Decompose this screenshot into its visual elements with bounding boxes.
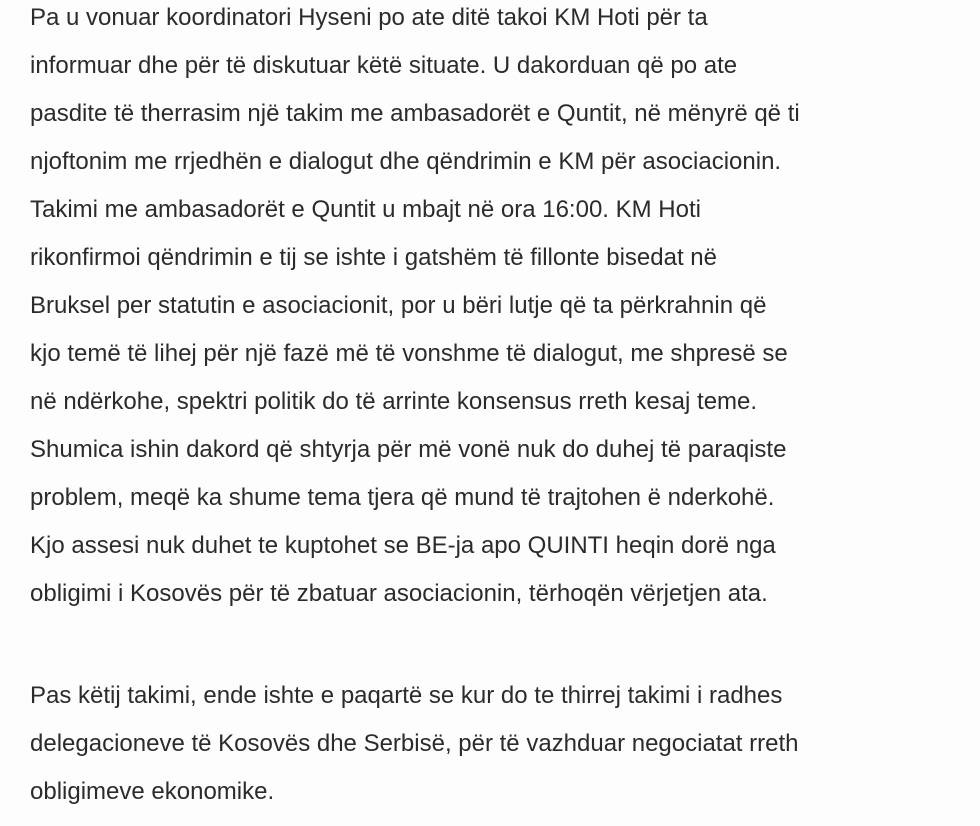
paragraph-1 xyxy=(30,0,970,618)
text-line: Pa u vonuar koordinatori Hyseni po ate ditë takoi KM Hoti për ta xyxy=(30,4,708,31)
text-line: Takimi me ambasadorët e Quntit u mbajt në ora 16:00. KM Hoti xyxy=(30,196,701,223)
text-line: Kjo assesi nuk duhet te kuptohet se BE-ja apo QUINTI heqin dorë nga xyxy=(30,532,776,559)
text-line: informuar dhe për të diskutuar këtë situate. U dakorduan që po ate xyxy=(30,52,738,79)
text-line: Bruksel per statutin e asociacionit, por u bëri lutje që ta përkrahnin që xyxy=(30,292,767,319)
text-line: rikonfirmoi qëndrimin e tij se ishte i gatshëm të fillonte bisedat në xyxy=(30,244,717,271)
text-line: Shumica ishin dakord që shtyrja për më vonë nuk do duhej të paraqiste xyxy=(30,436,787,463)
text-line: obligimi i Kosovës për të zbatuar asociacionin, tërhoqën vërjetjen ata. xyxy=(30,580,768,607)
text-line: obligimeve ekonomike. xyxy=(30,778,275,805)
text-line: njoftonim me rrjedhën e dialogut dhe qëndrimin e KM për asociacionin. xyxy=(30,148,782,175)
text-line: Pas këtij takimi, ende ishte e paqartë se kur do te thirrej takimi i radhes xyxy=(30,682,783,709)
text-line: në ndërkohe, spektri politik do të arrinte konsensus rreth kesaj teme. xyxy=(30,388,758,415)
text-line: problem, meqë ka shume tema tjera që mund të trajtohen ë nderkohë. xyxy=(30,484,775,511)
text-line: pasdite të therrasim një takim me ambasadorët e Quntit, në mënyrë që ti xyxy=(30,100,800,127)
text-line: delegacioneve të Kosovës dhe Serbisë, për të vazhduar negociatat rreth xyxy=(30,730,799,757)
text-line: kjo temë të lihej për një fazë më të vonshme të dialogut, me shpresë se xyxy=(30,340,788,367)
paragraph-2 xyxy=(30,672,970,816)
